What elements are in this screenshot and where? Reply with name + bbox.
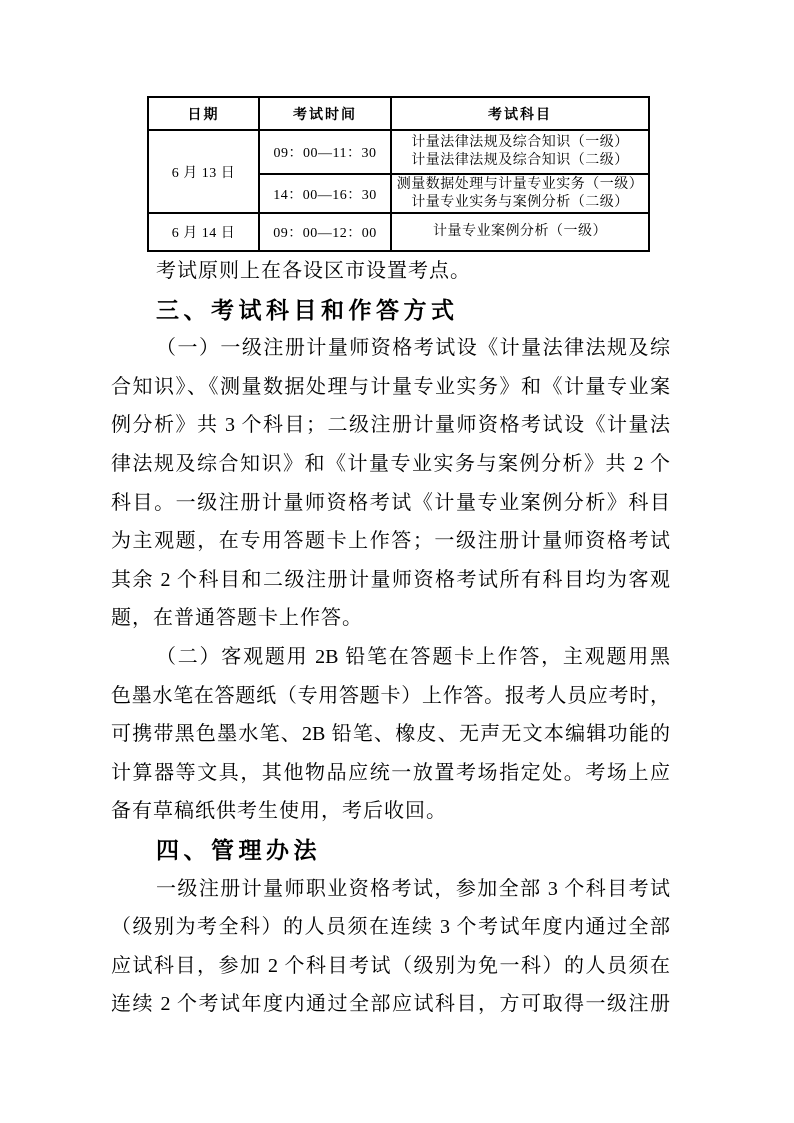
paragraph-1-line: 例分析》共 3 个科目；二级注册计量师资格考试设《计量法: [111, 414, 670, 437]
table-row: [148, 213, 649, 251]
paragraph-1-line: 合知识》、《测量数据处理与计量专业实务》和《计量专业案: [111, 375, 670, 398]
header-exam-time: 考试时间: [259, 97, 391, 130]
paragraph-1-line: 律法规及综合知识》和《计量专业实务与案例分析》共 2 个: [111, 452, 670, 475]
section-heading-4: 四、管理办法: [156, 836, 321, 863]
subject-cell: [391, 213, 649, 251]
date-cell: 6 月 14 日: [148, 213, 259, 251]
section-heading-3: 三、考试科目和作答方式: [156, 296, 459, 323]
paragraph-3-line: （级别为考全科）的人员须在连续 3 个考试年度内通过全部: [111, 916, 670, 939]
time-cell: 14：00—16：30: [259, 174, 391, 213]
exam-schedule-table: [147, 96, 650, 252]
paragraph-1-line: 科目。一级注册计量师资格考试《计量专业案例分析》科目: [111, 491, 670, 514]
paragraph-3-line: 应试科目，参加 2 个科目考试（级别为免一科）的人员须在: [111, 954, 670, 977]
body-text-block: [111, 252, 670, 1024]
paragraph-1-line: 题，在普通答题卡上作答。: [111, 607, 363, 630]
paragraph-2-line: （二）客观题用 2B 铅笔在答题卡上作答，主观题用黑: [156, 645, 670, 668]
subject-line: 计量法律法规及综合知识（一级）: [411, 135, 629, 150]
table-row: [148, 130, 649, 174]
time-cell: 09：00—12：00: [259, 213, 391, 251]
paragraph-3-line: 一级注册计量师职业资格考试，参加全部 3 个科目考试: [156, 877, 670, 900]
table-header-row: [148, 97, 649, 130]
paragraph-2-line: 计算器等文具，其他物品应统一放置考场指定处。考场上应: [111, 761, 670, 784]
date-cell: 6 月 13 日: [148, 130, 259, 213]
paragraph-1-line: 其余 2 个科目和二级注册计量师资格考试所有科目均为客观: [111, 568, 670, 591]
paragraph-venue-line: 考试原则上在各设区市设置考点。: [156, 260, 471, 282]
paragraph-2-line: 色墨水笔在答题纸（专用答题卡）上作答。报考人员应考时，: [111, 684, 670, 707]
paragraph-1-line: （一）一级注册计量师资格考试设《计量法律法规及综: [156, 337, 670, 360]
paragraph-2-line: 备有草稿纸供考生使用，考后收回。: [111, 800, 447, 823]
paragraph-2-line: 可携带黑色墨水笔、2B 铅笔、橡皮、无声无文本编辑功能的: [111, 723, 670, 746]
subject-cell: [391, 174, 649, 213]
subject-cell: [391, 130, 649, 174]
subject-line: 计量专业案例分析（一级）: [433, 224, 607, 239]
subject-line: 测量数据处理与计量专业实务（一级）: [396, 176, 644, 192]
header-exam-subject: 考试科目: [391, 97, 649, 130]
time-cell: 09：00—11：30: [259, 130, 391, 174]
paragraph-1-line: 为主观题，在专用答题卡上作答；一级注册计量师资格考试: [111, 530, 670, 553]
subject-line: 计量法律法规及综合知识（二级）: [411, 153, 629, 168]
paragraph-3-line: 连续 2 个考试年度内通过全部应试科目，方可取得一级注册: [111, 993, 670, 1016]
header-date: 日期: [148, 97, 259, 130]
subject-line: 计量专业实务与案例分析（二级）: [411, 194, 629, 210]
